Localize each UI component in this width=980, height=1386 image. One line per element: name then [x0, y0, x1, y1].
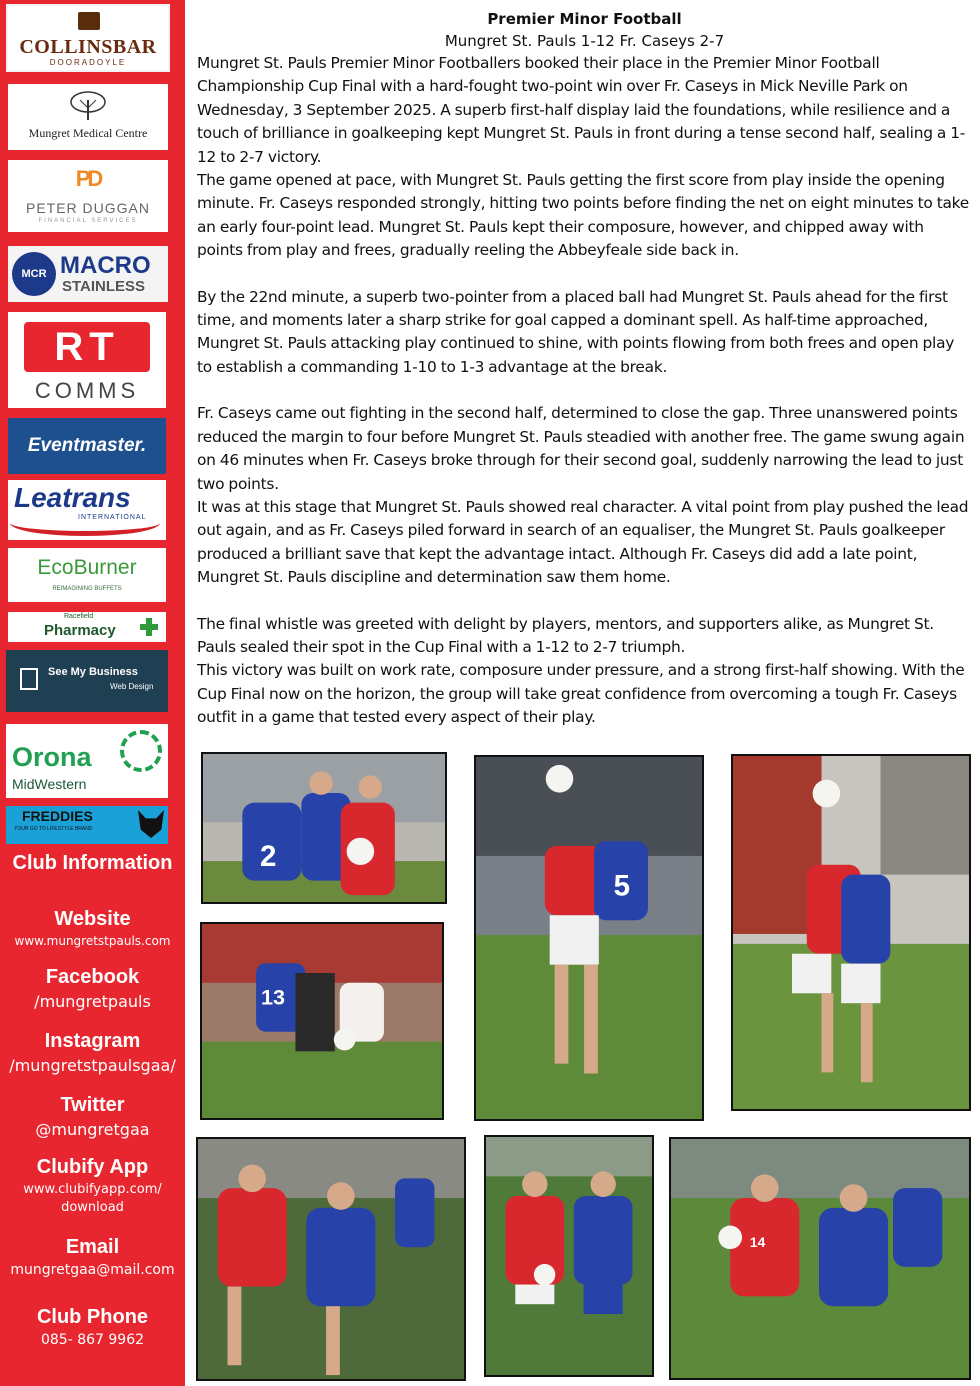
website-value[interactable]: www.mungretstpauls.com	[14, 934, 171, 948]
match-photo-7	[669, 1137, 971, 1380]
peter-duggan-sub: FINANCIAL SERVICES	[38, 218, 138, 224]
orona-name: Orona	[12, 742, 92, 772]
sponsor-macro-stainless[interactable]	[8, 246, 168, 302]
peter-duggan-name: PETER DUGGAN	[25, 200, 150, 216]
phone-label: Club Phone	[36, 1306, 149, 1328]
smb-name: See My Business	[48, 666, 138, 678]
article-paragraph-6: The final whistle was greeted with delight by players, mentors, and supporters alike, as Mungret St. Pauls sealed their spot in the Cup Final with a 1-12 to 2-7 triumph.	[197, 614, 934, 656]
sponsor-peter-duggan[interactable]	[8, 160, 168, 232]
article-paragraph-4: Fr. Caseys came out fighting in the second half, determined to close the gap. Three unanswered points reduced the margin to four before Mungret St. Pauls steadied with another free. The game swung again on 46 minutes when Fr. Caseys broke through for their second goal, suddenly narrowing the lead to just two points.	[197, 404, 965, 493]
instagram-label: Instagram	[44, 1030, 141, 1052]
clubify-value-1[interactable]: www.clubifyapp.com/	[23, 1182, 162, 1197]
match-photo-5	[196, 1137, 466, 1381]
eventmaster-name: Eventmaster.	[27, 435, 147, 456]
ecoburner-name: EcoBurner	[37, 556, 137, 579]
tree-icon	[68, 90, 108, 122]
sponsor-eventmaster[interactable]	[8, 418, 166, 474]
freddies-wolf-icon	[138, 810, 164, 838]
leatrans-sub: INTERNATIONAL	[78, 514, 147, 521]
macro-name: MACRO	[60, 252, 151, 279]
club-info-heading: Club Information	[12, 852, 173, 874]
mungret-medical-name: Mungret Medical Centre	[28, 126, 148, 140]
orona-sub: MidWestern	[12, 776, 87, 792]
mcr-monogram: MCR	[12, 252, 56, 296]
match-photo-1	[201, 752, 447, 904]
article-paragraph-7: This victory was built on work rate, composure under pressure, and a strong first-half showing. With the Cup Final now on the horizon, the group will take great confidence from overcoming a tough Fr. Caseys outfit in a game that tested every aspect of their play.	[197, 661, 965, 727]
smb-icon	[20, 668, 38, 690]
sponsor-racefield-pharmacy[interactable]	[8, 612, 166, 642]
macro-sub: STAINLESS	[62, 278, 146, 295]
smb-sub: Web Design	[110, 682, 154, 691]
sponsor-leatrans[interactable]	[8, 480, 166, 540]
ecoburner-sub: REIMAGINING BUFFETS	[52, 586, 122, 592]
collins-bar-icon	[78, 12, 100, 30]
article-paragraph-1: Mungret St. Pauls Premier Minor Footballers booked their place in the Premier Minor Football Championship Cup Final with a hard-fought two-point win over Fr. Caseys in Mick Neville Park on Wednesday, 3 September 2025. A superb first-half display laid the foundations, while resilience and a touch of brilliance in goalkeeping kept Mungret St. Pauls in front during a tense second half, sealing a 1-12 to 2-7 victory.	[197, 54, 966, 166]
article-paragraph-5: It was at this stage that Mungret St. Pauls showed real character. A vital point from play pushed the lead out again, and as Fr. Caseys piled forward in search of an equaliser, the Mungret St. Pauls goalkeeper produced a brilliant save that kept the advantage intact. Although Fr. Caseys did add a late point, Mungret St. Pauls discipline and determination saw them home.	[197, 497, 969, 587]
sponsor-rt-comms[interactable]	[8, 312, 166, 408]
instagram-value[interactable]: /mungretstpaulsgaa/	[9, 1056, 176, 1075]
rt-name: RT	[54, 325, 120, 369]
pd-monogram: PD	[75, 166, 101, 191]
freddies-name: FREDDIES	[22, 808, 93, 824]
pharmacy-cross-icon	[140, 618, 158, 636]
collins-bar-sub: DOORADOYLE	[49, 58, 127, 67]
email-label: Email	[65, 1236, 120, 1258]
pharmacy-name: Pharmacy	[44, 622, 116, 639]
rt-sub: COMMS	[34, 378, 140, 403]
match-photo-4	[200, 922, 444, 1120]
clubify-value-2[interactable]: download	[61, 1200, 124, 1215]
sponsor-mungret-medical[interactable]	[8, 84, 168, 150]
sponsor-orona[interactable]	[6, 724, 168, 798]
sponsor-collins-bar[interactable]	[6, 4, 170, 72]
photo-2-jersey-number: 5	[613, 869, 630, 903]
website-label: Website	[54, 908, 131, 930]
match-photo-2	[474, 755, 704, 1121]
orona-ring-icon	[120, 730, 162, 772]
match-photo-3	[731, 754, 971, 1111]
photo-7-jersey-number: 14	[749, 1235, 766, 1251]
pharmacy-pre: Racefield	[64, 613, 94, 620]
article	[197, 8, 972, 730]
twitter-label: Twitter	[60, 1094, 125, 1116]
photo-4-jersey-number: 13	[261, 984, 286, 1010]
match-photo-6	[484, 1135, 654, 1377]
freddies-sub: YOUR GO TO LIFESTYLE BRAND	[14, 826, 93, 832]
clubify-label: Clubify App	[36, 1156, 149, 1178]
sponsor-ecoburner[interactable]	[8, 548, 166, 602]
collins-bar-name: COLLINSBAR	[19, 36, 157, 58]
article-title: Premier Minor Football	[487, 10, 682, 28]
sponsor-see-my-business[interactable]	[6, 650, 168, 712]
article-paragraph-3: By the 22nd minute, a superb two-pointer from a placed ball had Mungret St. Pauls ahead for the first time, and moments later a sharp strike for goal capped a dominant spell. As half-time approached, Mungret St. Pauls attacking play continued to shine, with points flowing from both frees and open play to establish a commanding 1-10 to 1-3 advantage at the break.	[197, 287, 955, 376]
sponsor-freddies[interactable]	[6, 806, 168, 844]
email-value[interactable]: mungretgaa@mail.com	[10, 1262, 175, 1278]
facebook-label: Facebook	[45, 966, 140, 988]
sidebar	[0, 0, 185, 1386]
leatrans-name: Leatrans	[14, 482, 131, 513]
phone-value: 085- 867 9962	[40, 1332, 145, 1348]
article-subtitle: Mungret St. Pauls 1-12 Fr. Caseys 2-7	[444, 32, 725, 50]
rt-name-box	[24, 322, 150, 372]
photo-1-jersey-number: 2	[260, 840, 277, 873]
article-paragraph-2: The game opened at pace, with Mungret St. Pauls getting the first score from play inside the opening minute. Fr. Caseys responded strongly, hitting two points before finding the net on eight minutes to take an early four-point lead. Mungret St. Pauls kept their composure, however, and chipped away with points from play and frees, gradually reeling the Abbeyfeale side back in.	[197, 171, 970, 260]
twitter-value[interactable]: @mungretgaa	[35, 1120, 150, 1139]
facebook-value[interactable]: /mungretpauls	[34, 992, 151, 1011]
